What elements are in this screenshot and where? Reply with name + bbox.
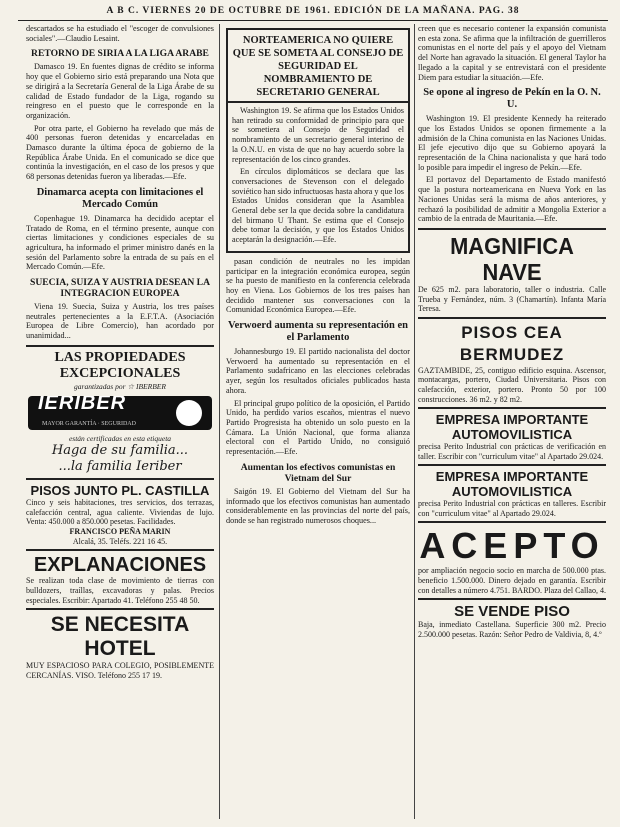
- article-text: Viena 19. Suecia, Suiza y Austria, los tres países neutrales pertenecientes a la E.F.T.A. (Asociación Europea de Libre Comercio), han acordado por unanimidad...: [26, 302, 214, 341]
- article-text: Washington 19. Se afirma que los Estados Unidos han retirado su conformidad de principio para que se sometiera al Consejo de Seguridad el nombramiento de un secretario general interino de la O.N.U. en vista de que no hay acuerdo sobre la representación de los cinco grandes.: [232, 106, 404, 164]
- ad-note: están certificadas en esta etiqueta: [68, 433, 172, 443]
- ad-pisos-castilla: [26, 478, 214, 549]
- ad-acepto: [418, 521, 606, 598]
- ieriber-logo: [28, 396, 212, 430]
- article-text: pasan condición de neutrales no les impidan participar en la integración económica europea, según se ha puesto de manifiesto en la conferencia celebrada hoy en Viena. Los Gobiernos de los tres países han decidido mantener sus conversaciones con la Comunidad Económica Europea.—Efe.: [226, 256, 410, 315]
- article-title: NORTEAMERICA NO QUIERE QUE SE SOMETA AL CONSEJO DE SEGURIDAD EL NOMBRAMIENTO DE SECRETARIO GENERAL: [232, 35, 404, 98]
- ad-slogan: Haga de su familia...: [51, 443, 189, 459]
- column-rule: [219, 24, 220, 819]
- column-left: [26, 24, 214, 821]
- ad-title: PISOS JUNTO PL. CASTILLA: [30, 483, 210, 499]
- article-text: creen que es necesario contener la expansión comunista en esta zona. Se afirma que la infiltración de guerrilleros comunistas en el norte del país y el apoyo del Vietnam del Norte han agravado la situación. El general Taylor ha llegado a la capital y se entrevistará con el presidente Diem para estudiar la situación.—Efe.: [418, 24, 606, 82]
- ad-subtitle: garantizadas por ☆ IBERBER: [74, 381, 166, 391]
- ad-text: Se realizan toda clase de movimiento de tierras con bulldozers, traíllas, excavadoras y palas. Precios especiales. Escribir: Apartado 41. Teléfono 255 48 50.: [26, 576, 214, 605]
- ad-title: EMPRESA IMPORTANTE AUTOMOVILISTICA: [435, 412, 589, 443]
- article-title: Se opone al ingreso de Pekín en la O. N. U.: [423, 87, 601, 111]
- column-rule: [414, 24, 415, 819]
- ad-vende-piso: [418, 598, 606, 642]
- ad-empresa-2: [418, 464, 606, 521]
- ad-empresa-1: [418, 407, 606, 464]
- ad-contact: FRANCISCO PEÑA MARIN: [69, 527, 171, 537]
- article-text: Johannesburgo 19. El partido nacionalista del doctor Verwoerd ha aumentado su representación en el Parlamento sudafricano en las elecciones celebradas ayer, según los resultados oficiales publicados hasta ahora.: [226, 347, 410, 395]
- ad-text: precisa Perito Industrial con prácticas de verificación en taller. Escribir con "curriculum vitae" al Apartado 29.024.: [418, 442, 606, 461]
- ad-address: Alcalá, 35. Teléfs. 221 16 45.: [72, 536, 168, 546]
- ad-text: precisa Perito Industrial con prácticas en talleres. Escribir con "curriculum vitae" al Apartado 29.024.: [418, 499, 606, 518]
- ad-title: ACEPTO: [419, 525, 605, 567]
- ad-pisos-cea: [418, 317, 606, 407]
- ad-nave: [418, 228, 606, 317]
- article-text: En círculos diplomáticos se declara que las conversaciones de Stevenson con el delegado soviético han sido infructuosas hasta ahora y que los Estados Unidos consideran que la Asamblea General debe ser la que decida sobre la candidatura del birmano U Thant. Se estima que el Consejo debe tomar la decisión, y que los Estados Unidos aceptarán la designación.—Efe.: [232, 167, 404, 245]
- ad-title: EMPRESA IMPORTANTE AUTOMOVILISTICA: [435, 469, 589, 500]
- ad-explanaciones: [26, 549, 214, 608]
- article-text: Washington 19. El presidente Kennedy ha reiterado que los Estados Unidos se oponen firmemente a la admisión de la China comunista en las Naciones Unidas. El jefe ejecutivo dijo que su Gobierno apoyará la representación de la China nacionalista y que hará todo lo posible para impedir el ingreso de Pekín.—Efe.: [418, 114, 606, 172]
- column-middle: [226, 24, 410, 821]
- ad-text: por ampliación negocio socio en marcha de 500.000 ptas. beneficio 1.500.000. Dinero dejado en garantía. Escribir con detalles a número 4.751. BARDO. Plaza del Callao, 4.: [418, 566, 606, 595]
- article-title: Dinamarca acepta con limitaciones el Mercado Común: [36, 186, 204, 210]
- article-text: descartados se ha estudiado el "escoger de convulsiones sociales".—Claudio Lesaint.: [26, 24, 214, 43]
- boxed-article-header: [226, 28, 410, 103]
- emblem-icon: [176, 400, 202, 426]
- ad-text: GAZTAMBIDE, 25, contiguo edificio esquina. Ascensor, montacargas, portero, Ciudad Universitaria. Pisos con calefacción, exterior, portero. Pronto 50 por 100 construcciones. 36 m2. y 82 m2.: [418, 365, 606, 404]
- logo-text: IERIBER: [38, 395, 127, 414]
- article-title: RETORNO DE SIRIA A LA LIGA ARABE: [31, 48, 209, 60]
- ad-slogan: ...la familia Ieriber: [58, 459, 182, 475]
- ad-text: De 625 m2. para laboratorio, taller o industria. Calle Trueba y Fernández, núm. 3 (Chamartín). Infanta María Teresa.: [418, 284, 606, 314]
- article-text: Saigón 19. El Gobierno del Vietnam del Sur ha informado que los efectivos comunistas han aumentado considerablemente en las provincias del norte del país, donde se han registrado numerosos choques...: [226, 486, 410, 525]
- page-header: A B C. VIERNES 20 DE OCTUBRE DE 1961. EDICIÓN DE LA MAÑANA. PAG. 38: [18, 6, 608, 21]
- ad-title: PISOS CEA BERMUDEZ: [459, 322, 565, 364]
- ad-text: MUY ESPACIOSO PARA COLEGIO, POSIBLEMENTE CERCANÍAS. VISO. Teléfono 255 17 19.: [26, 661, 214, 680]
- ad-title: EXPLANACIONES: [33, 554, 207, 577]
- ad-title: MAGNIFICA NAVE: [450, 232, 574, 285]
- ad-propiedades: [26, 345, 214, 478]
- boxed-article-body: [226, 103, 410, 253]
- ad-title: SE NECESITA HOTEL: [50, 613, 190, 661]
- column-right: [418, 24, 606, 821]
- ad-text: Cinco y seis habitaciones, tres servicios, dos terrazas, calefacción central, agua caliente. Viviendas de lujo. Venta: 450.000 a 850.000 pesetas. Facilidades.: [26, 498, 214, 527]
- article-text: Por otra parte, el Gobierno ha revelado que más de 400 personas fueron detenidas y encarceladas en Damasco durante la última época de gobierno de la República Árabe Unida. En el comunicado se dice que continúa la investigación, en el caso de los presos y que 68 personas detenidas fueron ya liberadas.—Efe.: [26, 123, 214, 182]
- article-text: Copenhague 19. Dinamarca ha decidido aceptar el Tratado de Roma, en el término presente, aunque con ciertas limitaciones y condiciones especiales de su agricultura, ha informado el primer ministro danés en la sesión del Parlamento sobre la entrada de su país en el Mercado Común.—Efe.: [26, 213, 214, 272]
- article-title: SUECIA, SUIZA Y AUSTRIA DESEAN LA INTEGRACION EUROPEA: [29, 277, 211, 300]
- article-title: Verwoerd aumenta su representación en el Parlamento: [227, 320, 409, 344]
- article-text: El portavoz del Departamento de Estado manifestó que la postura norteamericana en Nueva York en las Naciones Unidas será la misma de años anteriores, y rechazó la posibilidad de admitir a Mongolia Exterior a cambio de la entrada de Mauritania.—Efe.: [418, 175, 606, 224]
- ad-title: LAS PROPIEDADES EXCEPCIONALES: [54, 349, 186, 381]
- ad-title: SE VENDE PISO: [454, 603, 570, 621]
- ad-hotel: [26, 608, 214, 683]
- article-title: Aumentan los efectivos comunistas en Vietnam del Sur: [240, 461, 396, 484]
- article-text: El principal grupo político de la oposición, el Partido Unido, ha perdido varios escaños, mientras el nuevo Partido Progresista ha obtenido un solo puesto en la Cámara. La Unión Nacional, que forma alianza electoral con el Partido Unido, no consiguió representación.—Efe.: [226, 398, 410, 457]
- logo-subtitle: MAYOR GARANTÍA · SEGURIDAD: [42, 420, 136, 427]
- article-text: Damasco 19. En fuentes dignas de crédito se informa hoy que el Gobierno sirio está preparando una Nota que se dirigirá a la Secretaría General de la Liga Árabe de su calidad de Estado fundador de la Liga, rogando su reingreso en el puesto que le corresponde en la organización.: [26, 62, 214, 120]
- ad-text: Baja, inmediato Castellana. Superficie 300 m2. Precio 2.500.000 pesetas. Razón: Señor Pedro de Valdivia, 8, 4.º: [418, 620, 606, 639]
